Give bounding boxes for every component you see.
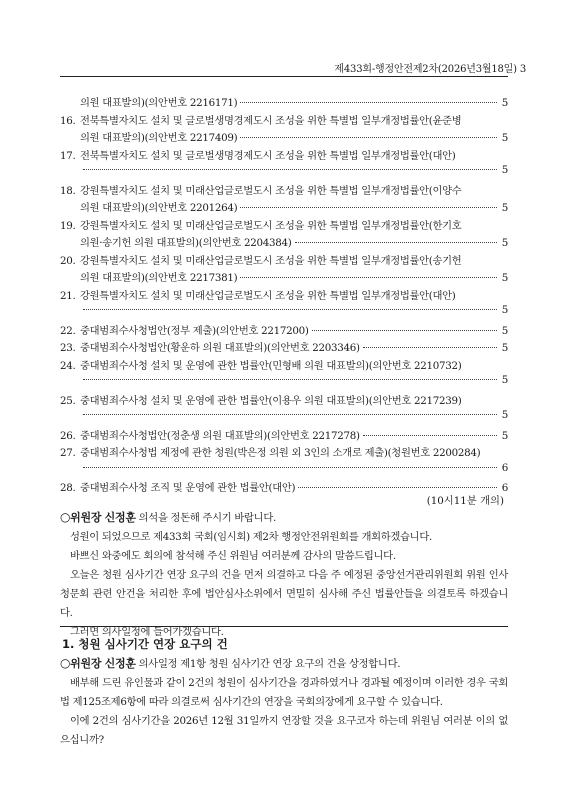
table-of-contents (60, 94, 508, 497)
speaker-mark: ○ (60, 656, 71, 670)
toc-line (60, 217, 508, 235)
toc-leader-dots (83, 379, 497, 380)
toc-line (60, 339, 508, 357)
toc-item-number: 24. (60, 359, 76, 372)
toc-item-text: 의원 대표발의)(의안번호 2201264) (80, 202, 238, 214)
toc-page-number: 5 (501, 202, 508, 214)
toc-leader-dots (83, 414, 497, 415)
toc-item-number: 19. (60, 219, 76, 232)
toc-item-text: 강원특별자치도 설치 및 미래산업글로벌도시 조성을 위한 특별법 일부개정법률안(송기헌 (80, 254, 462, 267)
toc-item-text: 중대범죄수사청 설치 및 운영에 관한 법률안(민형배 의원 대표발의)(의안번호 2210732) (80, 359, 462, 372)
page-header: 제433회-행정안전제2차(2026년3월18일) 3 (334, 64, 526, 75)
toc-line (60, 147, 508, 165)
toc-page-number: 5 (501, 272, 508, 284)
toc-line (60, 234, 508, 252)
toc-line (60, 462, 508, 480)
toc-line (60, 287, 508, 305)
toc-line (60, 392, 508, 410)
toc-leader-dots (312, 330, 497, 331)
toc-line (60, 94, 508, 112)
toc-item-number: 28. (60, 482, 76, 494)
toc-line (60, 427, 508, 445)
toc-item-text: 의원 대표발의)(의안번호 2217381) (80, 272, 238, 284)
toc-leader-dots (363, 435, 497, 436)
toc-line (60, 164, 508, 182)
toc-line (60, 444, 508, 462)
toc-page-number: 5 (501, 374, 508, 386)
opening-time: (10시11분 개의) (426, 495, 504, 507)
speech-paragraph: 배부해 드린 유인물과 같이 2건의 청원이 심사기간을 경과하였거나 경과될 예정이며 이러한 경우 국회법 제125조제6항에 따라 의결로써 심사기간의 연장을 국회의장에게 요구할 수 있습니다. (60, 677, 508, 708)
agenda-item-title: 1. 청원 심사기간 연장 요구의 건 (62, 637, 228, 651)
speech-paragraph: 바쁘신 와중에도 회의에 참석해 주신 위원님 여러분께 감사의 말씀드립니다. (70, 550, 396, 562)
toc-line (60, 374, 508, 392)
speaker-mark: ○ (60, 510, 71, 524)
toc-leader-dots (240, 207, 497, 208)
toc-line (60, 269, 508, 287)
toc-page-number: 5 (501, 429, 508, 442)
agenda-rule (60, 626, 508, 627)
toc-page-number: 5 (501, 237, 508, 249)
speech-text: 의사일정 제1항 청원 심사기간 연장 요구의 건을 상정합니다. (135, 658, 401, 670)
toc-item-text: 의원 대표발의)(의안번호 2217409) (80, 132, 238, 144)
toc-item-text: 중대범죄수사청법안(정춘생 의원 대표발의)(의안번호 2217278) (80, 429, 360, 442)
speaker-label (60, 511, 136, 524)
toc-leader-dots (240, 137, 497, 138)
toc-item-number: 23. (60, 342, 76, 354)
toc-leader-dots (240, 102, 497, 103)
speaker-name: 위원장 신정훈 (70, 511, 136, 524)
toc-line (60, 252, 508, 270)
toc-item-number: 17. (60, 149, 76, 162)
toc-item-text: 강원특별자치도 설치 및 미래산업글로벌도시 조성을 위한 특별법 일부개정법률안(이양수 (80, 184, 462, 197)
toc-line (60, 129, 508, 147)
speech-paragraph: 이에 2건의 심사기간을 2026년 12월 31일까지 연장할 것을 요구코자 하는데 위원님 여러분 이의 없으십니까? (60, 715, 508, 746)
speaker-name: 위원장 신정훈 (70, 657, 136, 670)
toc-line (60, 409, 508, 427)
toc-page-number: 5 (501, 324, 508, 337)
toc-item-text: 의원 대표발의)(의안번호 2216171) (80, 97, 238, 109)
toc-item-number: 16. (60, 114, 76, 127)
toc-item-text: 의원·송기헌 의원 대표발의)(의안번호 2204384) (80, 237, 292, 249)
toc-leader-dots (240, 277, 497, 278)
toc-line (60, 182, 508, 200)
speech-chairman-agenda (60, 654, 508, 750)
speech-paragraph: 성원이 되었으므로 제433회 국회(임시회) 제2차 행정안전위원회를 개회하겠습니다. (70, 531, 432, 543)
toc-leader-dots (363, 347, 497, 348)
toc-item-text: 전북특별자치도 설치 및 글로벌생명경제도시 조성을 위한 특별법 일부개정법률안(윤준병 (80, 114, 462, 127)
toc-page-number: 5 (501, 132, 508, 144)
header-rule (60, 76, 508, 77)
toc-leader-dots (295, 242, 497, 243)
toc-item-text: 중대범죄수사청 설치 및 운영에 관한 법률안(이용우 의원 대표발의)(의안번호 2217239) (80, 394, 462, 407)
speech-paragraph: 오늘은 청원 심사기간 연장 요구의 건을 먼저 의결하고 다음 주 예정된 중앙선거관리위원회 위원 인사청문회 관련 안건을 처리한 후에 법안심사소위에서 면밀히 심사해 주신 법률안들을 의결토록 하겠습니다. (60, 569, 508, 619)
toc-item-text: 중대범죄수사청법 제정에 관한 청원(박은정 의원 외 3인의 소개로 제출)(청원번호 2200284) (80, 447, 481, 459)
speaker-label (60, 657, 136, 670)
toc-page-number: 6 (501, 461, 508, 474)
toc-page-number: 5 (501, 342, 508, 354)
toc-item-text: 중대범죄수사청법안(황운하 의원 대표발의)(의안번호 2203346) (80, 342, 360, 354)
toc-line (60, 199, 508, 217)
toc-line (60, 357, 508, 375)
toc-item-number: 25. (60, 394, 76, 407)
toc-item-text: 강원특별자치도 설치 및 미래산업글로벌도시 조성을 위한 특별법 일부개정법률안(한기호 (80, 219, 462, 232)
toc-item-text: 중대범죄수사청법안(정부 제출)(의안번호 2217200) (80, 324, 309, 337)
speech-first-line (60, 654, 508, 674)
toc-leader-dots (298, 487, 497, 488)
toc-leader-dots (83, 467, 497, 468)
toc-leader-dots (83, 169, 497, 170)
toc-item-number: 21. (60, 289, 76, 302)
toc-page-number: 5 (501, 304, 508, 316)
toc-item-number: 26. (60, 429, 76, 442)
toc-line (60, 322, 508, 340)
toc-page-number: 5 (501, 164, 508, 176)
toc-item-text: 전북특별자치도 설치 및 글로벌생명경제도시 조성을 위한 특별법 일부개정법률안(대안) (80, 149, 456, 162)
toc-item-text: 강원특별자치도 설치 및 미래산업글로벌도시 조성을 위한 특별법 일부개정법률안(대안) (80, 289, 456, 302)
toc-page-number: 5 (501, 97, 508, 109)
speech-first-line (60, 508, 508, 528)
toc-item-number: 20. (60, 254, 76, 267)
speech-chairman-opening (60, 508, 508, 642)
toc-item-number: 18. (60, 184, 76, 197)
toc-leader-dots (83, 309, 497, 310)
toc-item-number: 27. (60, 447, 76, 459)
speech-text: 의석을 정돈해 주시기 바랍니다. (135, 512, 276, 524)
speech-paragraph: 그러면 의사일정에 들어가겠습니다. (70, 626, 224, 638)
toc-line (60, 304, 508, 322)
toc-item-text: 중대범죄수사청 조직 및 운영에 관한 법률안(대안) (80, 482, 296, 494)
toc-page-number: 5 (501, 409, 508, 421)
toc-page-number: 6 (501, 482, 508, 494)
toc-line (60, 112, 508, 130)
toc-item-number: 22. (60, 324, 76, 337)
